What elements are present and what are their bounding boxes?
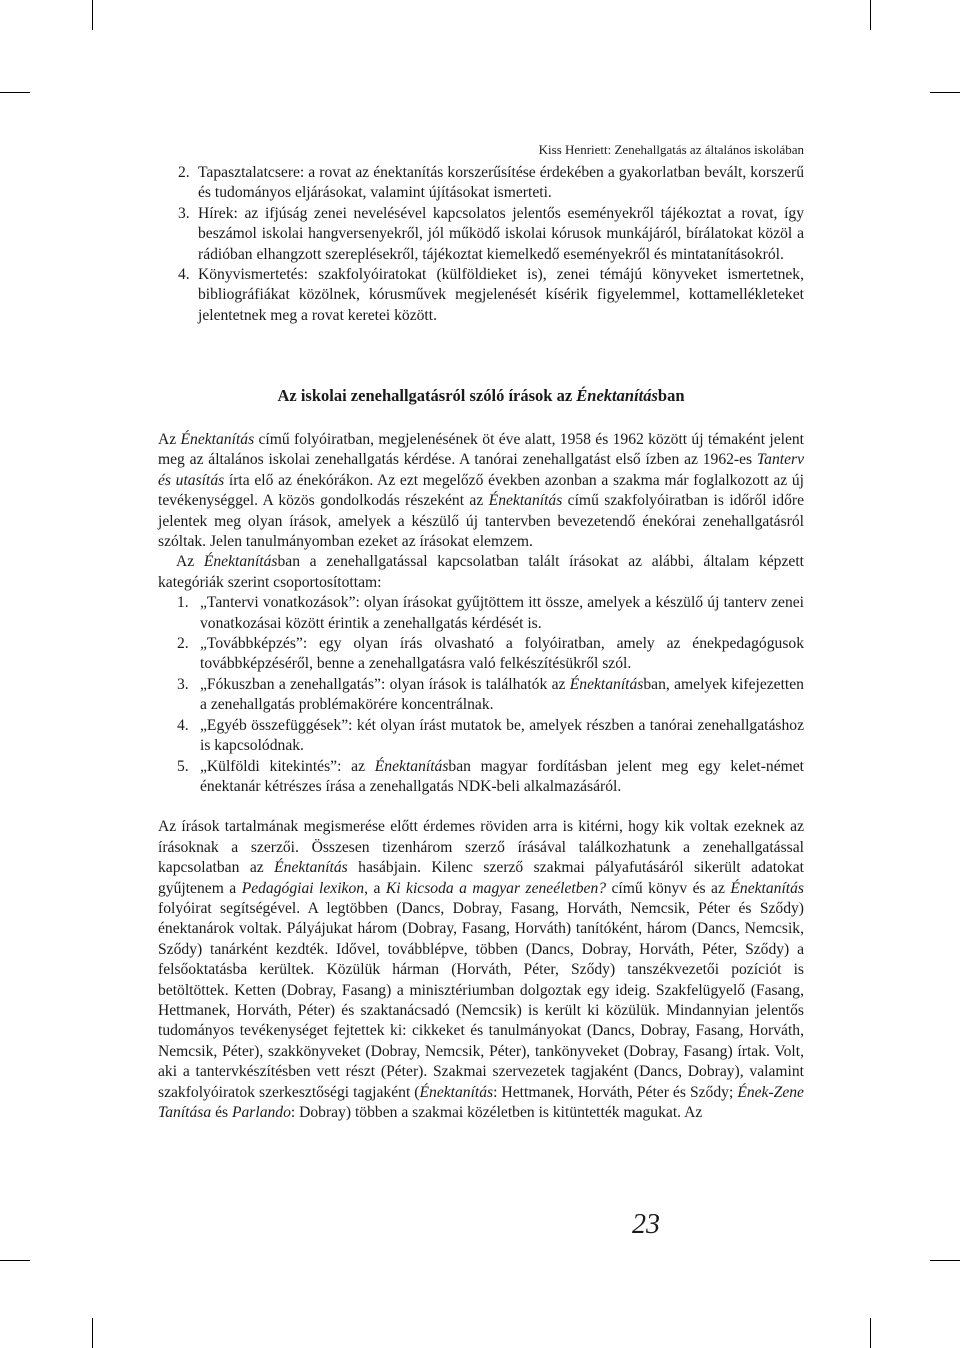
list-text: „Egyéb összefüggések”: két olyan írást mutatok be, amelyek részben a tanórai zenehallgatáshoz is kapcsolódnak. xyxy=(200,716,804,755)
paragraph-categories: Az Énektanításban a zenehallgatással kapcsolatban talált írásokat az alábbi, általam képzett kategóriák szerint csoportosítottam: xyxy=(158,553,804,591)
list-number: 3. xyxy=(178,204,190,222)
list-text: „Tantervi vonatkozások”: olyan írásokat gyűjtöttem itt össze, amelyek a készülő új tanterv zenei vonatkozásai között érintik a zenehallgatás kérdését is. xyxy=(200,594,804,632)
list-item xyxy=(158,593,804,634)
crop-mark-right-lower xyxy=(930,1260,960,1261)
crop-mark-top-left xyxy=(92,0,93,30)
list-number: 4. xyxy=(178,266,190,284)
list-number: 1. xyxy=(177,594,189,612)
category-list-top xyxy=(158,163,804,326)
crop-mark-bottom-right xyxy=(870,1318,871,1348)
list-item xyxy=(158,204,804,265)
crop-mark-left-lower xyxy=(0,1260,30,1261)
paragraph-intro: Az Énektanítás című folyóiratban, megjelenésének öt éve alatt, 1958 és 1962 között új témaként jelent meg az általános iskolai zenehallgatás kérdése. A tanórai zenehallgatást első ízben az 1962-es Tanterv és utasítás írta elő az énekórákon. Az ezt megelőző években azonban a szakma már foglalkozott az új tevékenységgel. A közös gondolkodás részeként az Énektanítás című szakfolyóiratban is időről időre jelentek meg olyan írások, amelyek a készülő új tantervben bevezetendő énekórai zenehallgatásról szóltak. Jelen tanulmányomban ezeket az írásokat elemzem. xyxy=(158,431,805,551)
list-number: 3. xyxy=(177,675,189,693)
list-text: „Továbbképzés”: egy olyan írás olvasható a folyóiratban, amely az énekpedagógusok továbbképzéséről, benne a zenehallgatásra való felkészítésükről szól. xyxy=(200,635,804,673)
list-item xyxy=(158,265,804,326)
list-item xyxy=(158,634,804,675)
list-number: 2. xyxy=(178,164,190,181)
list-item xyxy=(158,163,804,204)
section-heading: Az iskolai zenehallgatásról szóló írások az Énektanításban xyxy=(277,386,685,405)
crop-mark-right-upper xyxy=(930,92,960,93)
list-item xyxy=(158,757,804,798)
running-header: Kiss Henriett: Zenehallgatás az általános iskolában xyxy=(538,142,804,157)
paragraph-authors: Az írások tartalmának megismerése előtt érdemes röviden arra is kitérni, hogy kik voltak ezeknek az írásoknak a szerzői. Összesen tizenhárom szerző írásával találkozhatunk a zenehallgatással kapcsolatban az Énektanítás hasábjain. Kilenc szerző szakmai pályafutásáról sikerült adatokat gyűjtenem a Pedagógiai lexikon, a Ki kicsoda a magyar zeneéletben? című könyv és az Énektanítás folyóirat segítségével. A legtöbben (Dancs, Dobray, Fasang, Horváth, Nemcsik, Péter és Sződy) énektanárok voltak. Pályájukat három (Dobray, Fasang, Horváth) tanítóként, három (Dancs, Nemcsik, Sződy) tanárként kezdték. Idővel, továbblépve, többen (Dancs, Dobray, Horváth, Péter, Sződy) a felsőoktatásba kerültek. Közülük hárman (Horváth, Péter, Sződy) tanszékvezetői pozíciót is betöltöttek. Ketten (Dobray, Fasang) a minisztériumban dolgoztak egy ideig. Szakfelügyelő (Fasang, Hettmanek, Horváth, Péter) és szaktanácsadó (Nemcsik) is került ki közülük. Mindannyian jelentős tudományos tevékenységet fejtettek ki: cikkeket és tanulmányokat (Dancs, Dobray, Fasang, Horváth, Nemcsik, Péter), szakkönyveket (Dobray, Nemcsik, Péter), tankönyveket (Dobray, Fasang) írtak. Volt, aki a tantervkészítésben vett részt (Péter). Szakmai szervezetek tagjaként (Dancs, Dobray), valamint szakfolyóiratok szerkesztőségi tagjaként (Énektanítás: Hettmanek, Horváth, Péter és Sződy; Ének-Zene Tanítása és Parlando: Dobray) többen a szakmai közéletben is kitüntették magukat. Az xyxy=(158,818,804,1121)
crop-mark-top-right xyxy=(870,0,871,30)
list-number: 4. xyxy=(177,716,189,734)
page-number: 23 xyxy=(632,1209,660,1240)
list-text: Tapasztalatcsere: a rovat az énektanítás korszerűsítése érdekében a gyakorlatban bevált, korszerű és tudományos eljárásokat, valamint újításokat ismerteti. xyxy=(198,164,804,202)
list-text: Hírek: az ifjúság zenei nevelésével kapcsolatos jelentős eseményekről tájékoztat a rovat, így beszámol iskolai hangversenyekről, jól működő iskolai kórusok munkájáról, bírálatokat közöl a rádióban elhangzott szereplésekről, tájékoztat kiemelkedő eseményekről és mintatanításokról. xyxy=(198,204,804,263)
list-text: „Fókuszban a zenehallgatás”: olyan írások is találhatók az Énektanításban, amelyek kifejezetten a zenehallgatás problémakörére koncentrálnak. xyxy=(200,675,804,714)
crop-mark-left-upper xyxy=(0,92,30,93)
body-text xyxy=(158,430,804,1123)
crop-mark-bottom-left xyxy=(92,1318,93,1348)
list-item xyxy=(158,716,804,757)
list-number: 5. xyxy=(177,757,189,775)
list-text: „Külföldi kitekintés”: az Énektanításban magyar fordításban jelent meg egy kelet-német énektanár kétrészes írása a zenehallgatás NDK-beli alkalmazásáról. xyxy=(200,757,804,795)
list-text: Könyvismertetés: szakfolyóiratokat (külföldieket is), zenei témájú könyveket ismertetnek, bibliográfiákat közölnek, kórusművek megjelenését kísérik figyelemmel, kottamellékleteket jelentetnek meg a rovat keretei között. xyxy=(198,266,804,324)
list-item xyxy=(158,675,804,716)
list-number: 2. xyxy=(177,635,189,653)
